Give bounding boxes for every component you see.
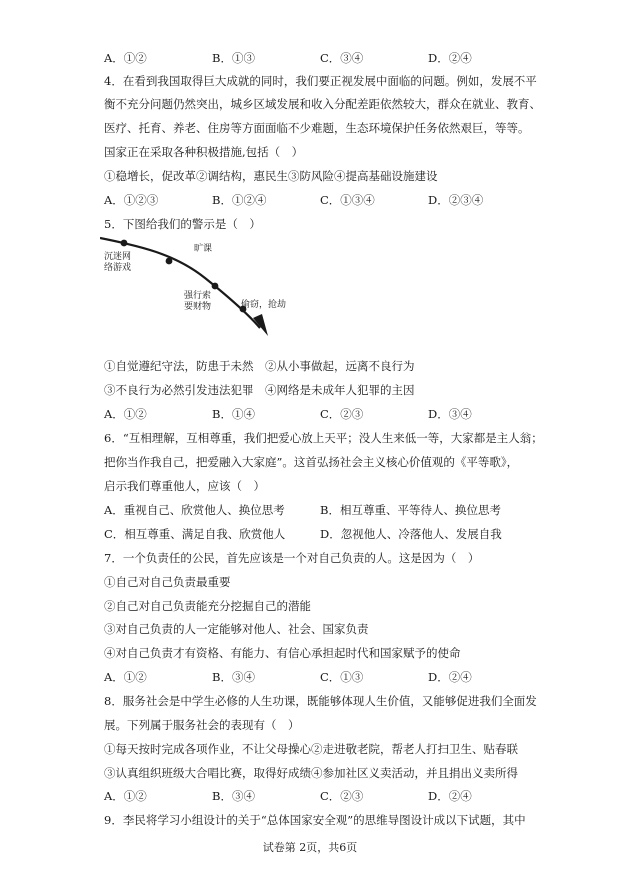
q4-stem-line-3: 医疗、托育、养老、住房等方面面临不少难题，生态环境保护任务依然艰巨，等等。 bbox=[104, 121, 530, 135]
q7-item-2: ②自己对自己负责能充分挖掘自己的潜能 bbox=[104, 599, 311, 613]
q7-option-b: B．③④ bbox=[212, 670, 255, 684]
q8-stem-line-1: 8．服务社会是中学生必修的人生功课，既能够体现人生价值，又能够促进我们全面发 bbox=[104, 694, 537, 708]
label-theft-robbery: 偷窃，抢劫 bbox=[241, 300, 287, 310]
label-extortion-2: 要财物 bbox=[184, 302, 212, 312]
q4-stem-line-4: 国家正在采取各种积极措施,包括（ ） bbox=[104, 145, 304, 159]
q7-option-c: C．①③ bbox=[320, 670, 364, 684]
q6-option-b: B．相互尊重、平等待人、换位思考 bbox=[320, 503, 501, 517]
q5-items-line-2: ③不良行为必然引发违法犯罪 ④网络是未成年人犯罪的主因 bbox=[104, 383, 415, 397]
q7-item-1: ①自己对自己负责最重要 bbox=[104, 575, 231, 589]
arrow-head-icon bbox=[253, 314, 268, 336]
q7-item-3: ③对自己负责的人一定能够对他人、社会、国家负责 bbox=[104, 622, 369, 636]
q8-items-line-1: ①每天按时完成各项作业，不让父母操心②走进敬老院，帮老人打扫卫生、贴春联 bbox=[104, 742, 518, 756]
label-internet-addiction-2: 络游戏 bbox=[104, 263, 132, 273]
q8-option-a: A．①② bbox=[104, 789, 147, 803]
q3-option-a: A．①② bbox=[104, 51, 147, 65]
node-dot-1 bbox=[121, 240, 128, 247]
q5-option-d: D．③④ bbox=[428, 407, 472, 421]
node-dot-2 bbox=[166, 258, 173, 265]
q5-option-a: A．①② bbox=[104, 407, 147, 421]
label-internet-addiction-1: 沉迷网 bbox=[104, 252, 132, 262]
node-dot-3 bbox=[212, 283, 219, 290]
label-truancy: 旷课 bbox=[194, 244, 213, 254]
q5-stem: 5．下图给我们的警示是（ ） bbox=[104, 217, 261, 231]
q4-measures: ①稳增长，促改革②调结构，惠民生③防风险④提高基础设施建设 bbox=[104, 169, 438, 183]
q4-option-c: C．①③④ bbox=[320, 193, 375, 207]
q7-option-d: D．②④ bbox=[428, 670, 472, 684]
q4-stem-line-2: 衡不充分问题仍然突出，城乡区域发展和收入分配差距依然较大，群众在就业、教育、 bbox=[104, 97, 541, 111]
q6-stem-line-1: 6．“互相理解，互相尊重，我们把爱心放上天平；没人生来低一等，大家都是主人翁； bbox=[104, 431, 543, 445]
q4-option-b: B．①②④ bbox=[212, 193, 267, 207]
q3-option-d: D．②④ bbox=[428, 51, 472, 65]
label-extortion-1: 强行索 bbox=[184, 291, 212, 301]
q7-option-a: A．①② bbox=[104, 670, 147, 684]
q7-stem: 7．一个负责任的公民，首先应该是一个对自己负责的人。这是因为（ ） bbox=[104, 551, 480, 565]
q6-option-a: A．重视自己、欣赏他人、换位思考 bbox=[104, 503, 285, 517]
q8-option-c: C．②③ bbox=[320, 789, 364, 803]
q5-warning-diagram bbox=[100, 232, 290, 340]
q6-stem-line-3: 启示我们尊重他人，应该（ ） bbox=[104, 479, 265, 493]
q6-option-c: C．相互尊重、满足自我、欣赏他人 bbox=[104, 527, 286, 541]
q8-items-line-2: ③认真组织班级大合唱比赛，取得好成绩④参加社区义卖活动，并且捐出义卖所得 bbox=[104, 766, 518, 780]
page-footer: 试卷第 2页，共6页 bbox=[262, 841, 358, 854]
q7-item-4: ④对自己负责才有资格、有能力、有信心承担起时代和国家赋予的使命 bbox=[104, 646, 461, 660]
q5-option-c: C．②③ bbox=[320, 407, 364, 421]
q5-option-b: B．①④ bbox=[212, 407, 255, 421]
q4-stem-line-1: 4．在看到我国取得巨大成就的同时，我们要正视发展中面临的问题。例如，发展不平 bbox=[104, 74, 537, 88]
q6-stem-line-2: 把你当作我自己，把爱融入大家庭”。这首弘扬社会主义核心价值观的《平等歌》， bbox=[104, 455, 519, 469]
q8-option-d: D．②④ bbox=[428, 789, 472, 803]
q6-option-d: D．忽视他人、冷落他人、发展自我 bbox=[320, 527, 502, 541]
q8-option-b: B．③④ bbox=[212, 789, 255, 803]
q5-items-line-1: ①自觉遵纪守法，防患于未然 ②从小事做起，远离不良行为 bbox=[104, 359, 415, 373]
q4-option-d: D．②③④ bbox=[428, 193, 484, 207]
q4-option-a: A．①②③ bbox=[104, 193, 159, 207]
q3-option-c: C．③④ bbox=[320, 51, 364, 65]
q8-stem-line-2: 展。下列属于服务社会的表现有（ ） bbox=[104, 718, 300, 732]
q3-option-b: B．①③ bbox=[212, 51, 255, 65]
q9-stem: 9．李民将学习小组设计的关于“总体国家安全观”的思维导图设计成以下试题，其中 bbox=[104, 813, 526, 827]
